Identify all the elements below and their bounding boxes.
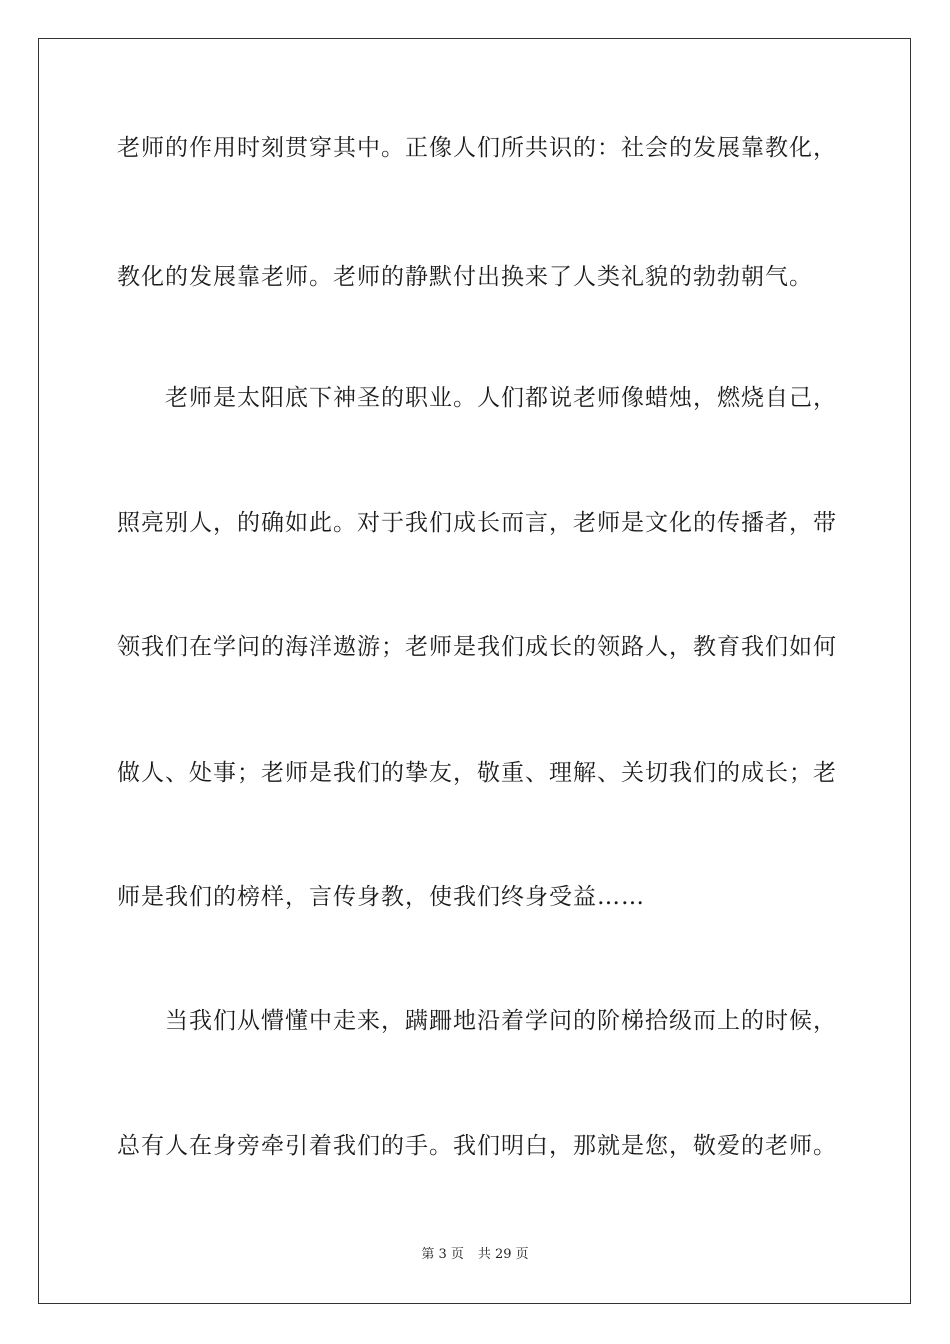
text-line: 师是我们的榜样，言传身教，使我们终身受益…… — [117, 884, 645, 910]
text-line: 总有人在身旁牵引着我们的手。我们明白，那就是您，敬爱的老师。 — [117, 1133, 837, 1159]
text-line: 教化的发展靠老师。老师的静默付出换来了人类礼貌的勃勃朝气。 — [117, 264, 813, 290]
page-total: 共 29 页 — [477, 1247, 529, 1262]
text-line: 做人、处事；老师是我们的挚友，敬重、理解、关切我们的成长；老 — [117, 760, 837, 786]
text-line: 当我们从懵懂中走来，蹒跚地沿着学问的阶梯拾级而上的时候， — [117, 1008, 837, 1034]
text-line: 领我们在学问的海洋遨游；老师是我们成长的领路人，教育我们如何 — [117, 634, 837, 660]
text-line: 照亮别人，的确如此。对于我们成长而言，老师是文化的传播者，带 — [117, 510, 837, 536]
page-border — [38, 38, 911, 1304]
page-footer — [0, 1246, 950, 1264]
text-line: 老师是太阳底下神圣的职业。人们都说老师像蜡烛，燃烧自己， — [117, 385, 837, 411]
page-number: 第 3 页 — [421, 1247, 464, 1262]
text-line: 老师的作用时刻贯穿其中。正像人们所共识的：社会的发展靠教化， — [117, 135, 837, 161]
